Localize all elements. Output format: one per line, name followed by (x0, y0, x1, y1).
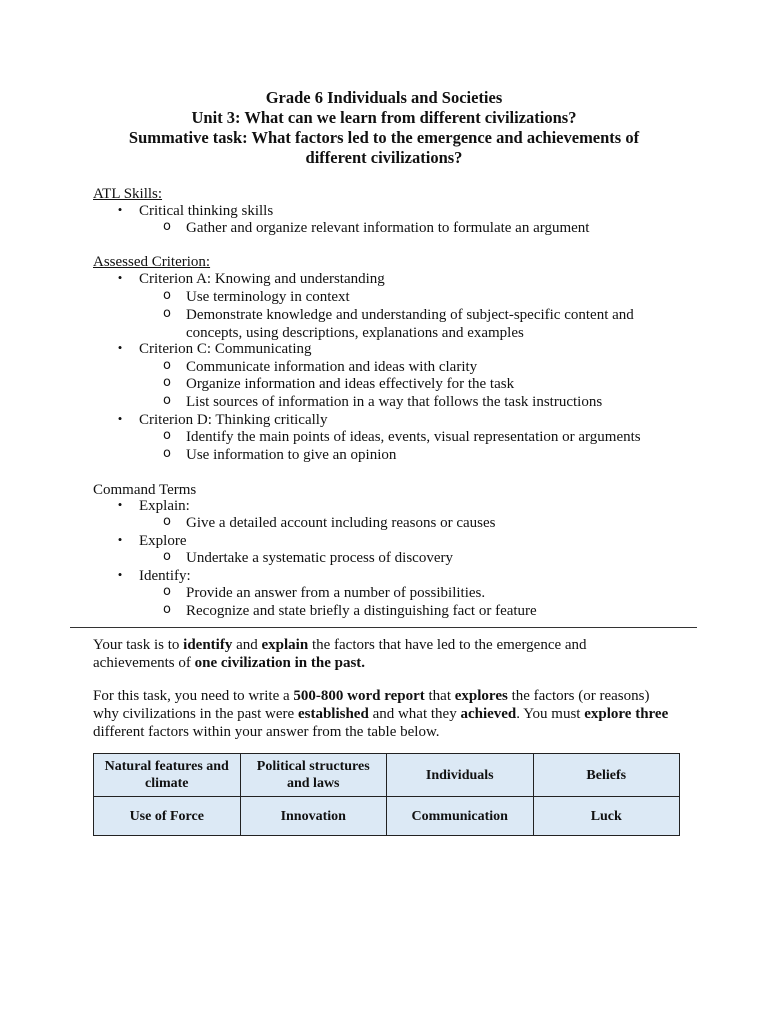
text-run: the factors that have led to the emergence and achievements of (93, 637, 587, 671)
criterion-d-sub2: Use information to give an opinion (186, 447, 397, 463)
command-identify-sub1: Provide an answer from a number of possibilities. (186, 585, 486, 601)
command-explore: Explore (139, 533, 187, 549)
sub-bullet-icon: o (163, 514, 171, 529)
sub-bullet-icon: o (163, 219, 171, 234)
bullet-icon: • (117, 340, 123, 355)
text-run: and (232, 637, 262, 653)
title-line-1: Grade 6 Individuals and Societies (265, 88, 503, 107)
criterion-a-sub2: Demonstrate knowledge and understanding of subject-specific content and (186, 307, 634, 323)
table-cell: Communication (387, 797, 534, 836)
sub-bullet-icon: o (163, 358, 171, 373)
text-run: For this task, you need to write a (93, 688, 294, 704)
criterion-c-sub3: List sources of information in a way that follows the task instructions (186, 394, 603, 410)
sub-bullet-icon: o (163, 393, 171, 408)
bold-run: explore three (584, 706, 669, 722)
table-cell: Innovation (240, 797, 387, 836)
criterion-c-sub1: Communicate information and ideas with clarity (186, 359, 478, 375)
sub-bullet-icon: o (163, 306, 171, 321)
document-title (0, 88, 768, 168)
bold-run: 500-800 word report (293, 688, 425, 704)
bullet-icon: • (117, 497, 123, 512)
command-identify-sub2: Recognize and state briefly a distinguishing fact or feature (186, 603, 537, 619)
bullet-icon: • (117, 567, 123, 582)
sub-bullet-icon: o (163, 549, 171, 564)
sub-bullet-icon: o (163, 288, 171, 303)
bullet-icon: • (117, 270, 123, 285)
command-heading: Command Terms (93, 482, 197, 498)
criterion-d-sub1: Identify the main points of ideas, events, visual representation or arguments (186, 429, 641, 445)
bold-run: established (297, 706, 369, 722)
title-line-2: Unit 3: What can we learn from different civilizations? (191, 108, 577, 127)
sub-bullet-icon: o (163, 602, 171, 617)
text-run: Your task is to (93, 637, 184, 653)
table-cell: Luck (533, 797, 680, 836)
bold-run: achieved (460, 706, 517, 722)
criterion-d: Criterion D: Thinking critically (139, 412, 328, 428)
criterion-c: Criterion C: Communicating (139, 341, 312, 357)
factors-table (93, 753, 680, 836)
command-explain: Explain: (139, 498, 190, 514)
bold-run: explores (454, 688, 508, 704)
table-cell: Beliefs (533, 754, 680, 797)
criterion-c-sub2: Organize information and ideas effectively for the task (186, 376, 515, 392)
bullet-icon: • (117, 411, 123, 426)
bullet-icon: • (117, 202, 123, 217)
table-cell: Use of Force (94, 797, 241, 836)
criterion-a-sub1: Use terminology in context (186, 289, 350, 305)
horizontal-divider (70, 627, 697, 628)
sub-bullet-icon: o (163, 584, 171, 599)
bullet-icon: • (117, 532, 123, 547)
task-paragraph-2 (93, 687, 678, 741)
bold-run: identify (183, 637, 233, 653)
atl-sub: Gather and organize relevant information to formulate an argument (186, 220, 590, 236)
task-paragraph-1 (93, 636, 628, 672)
criterion-a-sub2-cont: concepts, using descriptions, explanations and examples (186, 325, 524, 341)
atl-heading: ATL Skills: (93, 186, 163, 202)
table-row (94, 797, 680, 836)
text-run: and what they (368, 706, 461, 722)
assessed-heading: Assessed Criterion: (93, 254, 211, 270)
command-explain-sub: Give a detailed account including reasons or causes (186, 515, 496, 531)
command-explore-sub: Undertake a systematic process of discovery (186, 550, 453, 566)
table-cell: Political structures and laws (240, 754, 387, 797)
text-run: the factors (or reasons) why civilizations in the past were (93, 688, 650, 722)
sub-bullet-icon: o (163, 446, 171, 461)
bold-run: explain (261, 637, 309, 653)
command-identify: Identify: (139, 568, 191, 584)
bold-run: one civilization in the past. (194, 655, 366, 671)
title-line-3: Summative task: What factors led to the emergence and achievements of (128, 128, 640, 147)
atl-bullet: Critical thinking skills (139, 203, 274, 219)
criterion-a: Criterion A: Knowing and understanding (139, 271, 385, 287)
title-line-4: different civilizations? (305, 148, 463, 167)
sub-bullet-icon: o (163, 428, 171, 443)
table-cell: Individuals (387, 754, 534, 797)
text-run: that (424, 688, 455, 704)
table-cell: Natural features and climate (94, 754, 241, 797)
table-row (94, 754, 680, 797)
sub-bullet-icon: o (163, 375, 171, 390)
text-run: . You must (516, 706, 585, 722)
text-run: different factors within your answer from the table below. (93, 724, 440, 740)
